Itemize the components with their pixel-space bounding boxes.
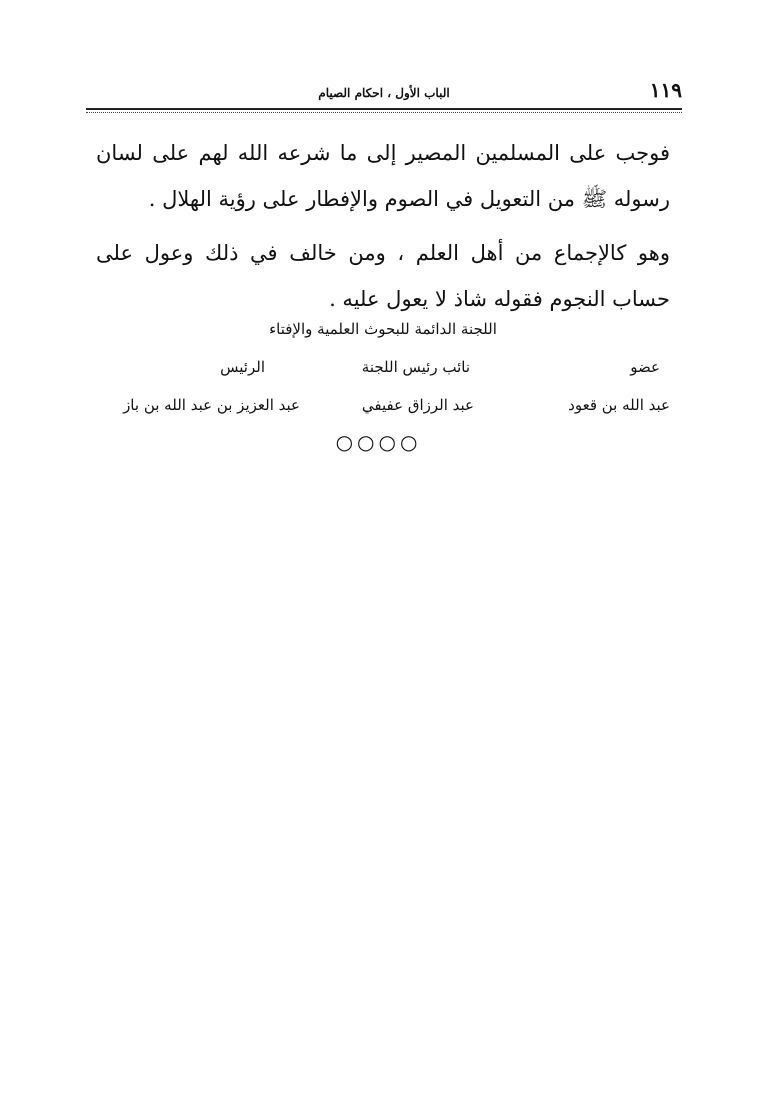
header-rule	[86, 108, 682, 110]
role-member: عضو	[630, 358, 660, 376]
body-paragraph-2: وهو كالإجماع من أهل العلم ، ومن خالف في ذلك وعول على حساب النجوم فقوله شاذ لا يعول عليه .	[96, 241, 670, 311]
role-chairman: الرئيس	[220, 358, 265, 376]
body-paragraph-1: فوجب على المسلمين المصير إلى ما شرعه الله لهم على لسان رسوله ﷺ من التعويل في الصوم والإفطار على رؤية الهلال .	[96, 141, 670, 211]
header-rule-dotted	[86, 112, 682, 113]
name-member: عبد الله بن قعود	[568, 396, 670, 414]
page-number: ١١٩	[649, 78, 682, 102]
running-title: الباب الأول ، احكام الصيام	[318, 86, 450, 100]
committee-title: اللجنة الدائمة للبحوث العلمية والإفتاء	[269, 320, 497, 338]
page-header	[86, 80, 682, 106]
role-vice-chairman: نائب رئيس اللجنة	[361, 358, 470, 376]
name-chairman: عبد العزيز بن عبد الله بن باز	[123, 396, 300, 414]
section-end-ornament: ○○○○	[335, 430, 422, 454]
name-vice-chairman: عبد الرزاق عفيفي	[361, 396, 474, 414]
